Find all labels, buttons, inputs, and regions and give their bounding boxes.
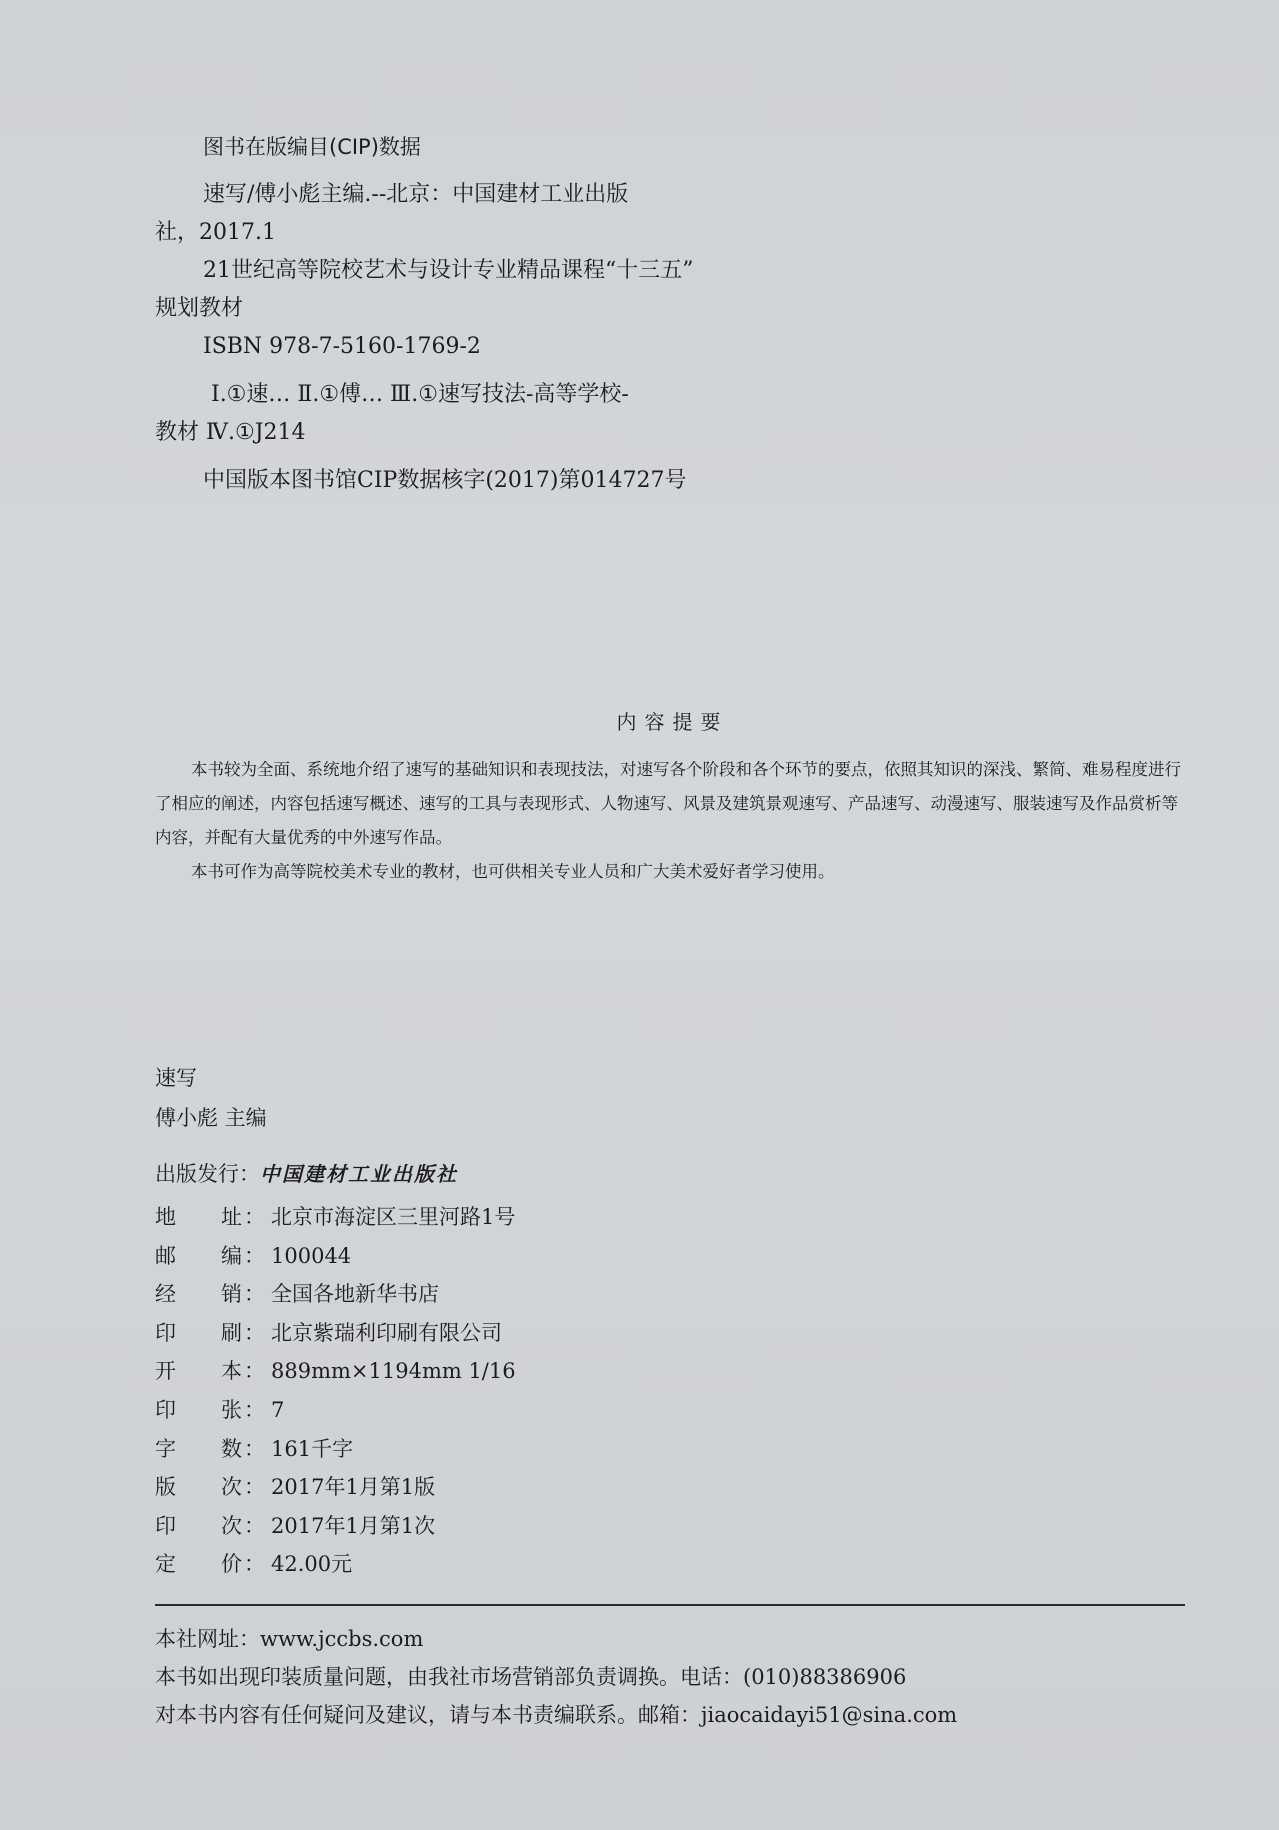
imprint-value: 7 [271,1397,285,1422]
book-title: 速写 [155,1066,197,1090]
imprint-label-char: 址： [221,1205,265,1229]
imprint-label-text: 次 [221,1513,242,1538]
imprint-row [155,1391,516,1430]
cip-line: 21世纪高等院校艺术与设计专业精品课程“十三五” [203,258,694,283]
book-editor: 傅小彪 主编 [155,1106,267,1130]
imprint-row [155,1468,516,1507]
imprint-value: 161千字 [271,1436,354,1461]
imprint-label-char: 刷： [221,1320,265,1345]
imprint-label [155,1352,267,1391]
imprint-label-char: 价： [221,1552,265,1577]
summary-title: 内容提要 [616,710,729,734]
imprint-label [155,1507,267,1546]
imprint-value: 2017年1月第1次 [271,1513,436,1538]
cip-classification-cont: 教材 Ⅳ.①J214 [155,420,306,445]
imprint-label-text: 张 [221,1397,242,1422]
imprint-label-char: 版 [155,1475,176,1500]
imprint-label-text: 址 [221,1205,242,1229]
website-line: 本社网址：www.jccbs.com [155,1627,424,1651]
publisher-line [155,1158,458,1188]
imprint-label-char: 经 [155,1282,176,1307]
summary-paragraph: 本书较为全面、系统地介绍了速写的基础知识和表现技法，对速写各个阶段和各个环节的要点，依照其知识的深浅、繁简、难易程度进行了相应的阐述，内容包括速写概述、速写的工具与表现形式、人物速写、风景及建筑景观速写、产品速写、动漫速写、服装速写及作品赏析等内容，并配有大量优秀的中外速写作品。 [155,760,1181,847]
imprint-row [155,1352,516,1391]
imprint-label [155,1545,267,1584]
imprint-label-char: 开 [155,1359,176,1384]
imprint-value: 北京市海淀区三里河路1号 [271,1205,516,1229]
imprint-label [155,1468,267,1507]
cip-line: 速写/傅小彪主编.--北京：中国建材工业出版 [203,182,629,207]
publisher-label: 出版发行： [155,1162,260,1186]
imprint-label-char: 字 [155,1436,176,1461]
imprint-value: 北京紫瑞利印刷有限公司 [271,1320,502,1345]
imprint-label-char: 本： [221,1359,265,1384]
imprint-label [155,1198,267,1237]
imprint-label-text: 编 [221,1243,242,1268]
imprint-value: 889mm×1194mm 1/16 [271,1359,516,1384]
contact-line: 对本书内容有任何疑问及建议，请与本书责编联系。邮箱：jiaocaidayi51@sina.com [155,1703,958,1727]
cip-line: 社，2017.1 [155,220,276,245]
imprint-list [155,1198,516,1584]
cip-line: 规划教材 [155,296,244,321]
imprint-label-char: 地 [155,1205,176,1229]
cip-record-number: 中国版本图书馆CIP数据核字(2017)第014727号 [203,468,687,493]
imprint-row [155,1507,516,1546]
imprint-label [155,1430,267,1469]
imprint-label-text: 刷 [221,1320,242,1345]
imprint-label-char: 次： [221,1475,265,1500]
imprint-label-char: 数： [221,1436,265,1461]
imprint-label [155,1314,267,1353]
imprint-value: 2017年1月第1版 [271,1475,436,1500]
publisher-name: 中国建材工业出版社 [260,1162,458,1186]
imprint-value: 100044 [271,1243,352,1268]
imprint-label-char: 印 [155,1320,176,1345]
imprint-row [155,1430,516,1469]
imprint-label-char: 邮 [155,1243,176,1268]
imprint-label-char: 次： [221,1513,265,1538]
summary-paragraph: 本书可作为高等院校美术专业的教材，也可供相关专业人员和广大美术爱好者学习使用。 [191,862,835,881]
footer [155,1620,957,1734]
imprint-label-char: 印 [155,1397,176,1422]
imprint-label-text: 本 [221,1359,242,1384]
imprint-row [155,1314,516,1353]
divider [155,1604,1185,1606]
imprint-label-char: 定 [155,1552,176,1577]
imprint-row [155,1545,516,1584]
cip-classification: Ⅰ.①速… Ⅱ.①傅… Ⅲ.①速写技法-高等学校- [211,382,629,407]
cip-isbn: ISBN 978-7-5160-1769-2 [203,334,481,359]
imprint-label [155,1237,267,1276]
imprint-row [155,1198,516,1237]
imprint-label-char: 印 [155,1513,176,1538]
imprint-label-char: 销： [221,1282,265,1307]
imprint-label-text: 销 [221,1282,242,1307]
content-summary [155,706,1190,889]
imprint-row [155,1275,516,1314]
imprint-row [155,1237,516,1276]
cip-heading: 图书在版编目(CIP)数据 [203,135,421,159]
imprint-label-text: 价 [221,1552,242,1577]
imprint-label-char: 张： [221,1397,265,1422]
imprint-label-text: 数 [221,1436,242,1461]
imprint-label-text: 次 [221,1475,242,1500]
imprint-value: 42.00元 [271,1552,353,1577]
cip-block [155,128,915,500]
imprint-label-char: 编： [221,1243,265,1268]
imprint-label [155,1391,267,1430]
quality-notice: 本书如出现印装质量问题，由我社市场营销部负责调换。电话：(010)88386906 [155,1665,907,1689]
imprint-label [155,1275,267,1314]
imprint-value: 全国各地新华书店 [271,1282,439,1307]
